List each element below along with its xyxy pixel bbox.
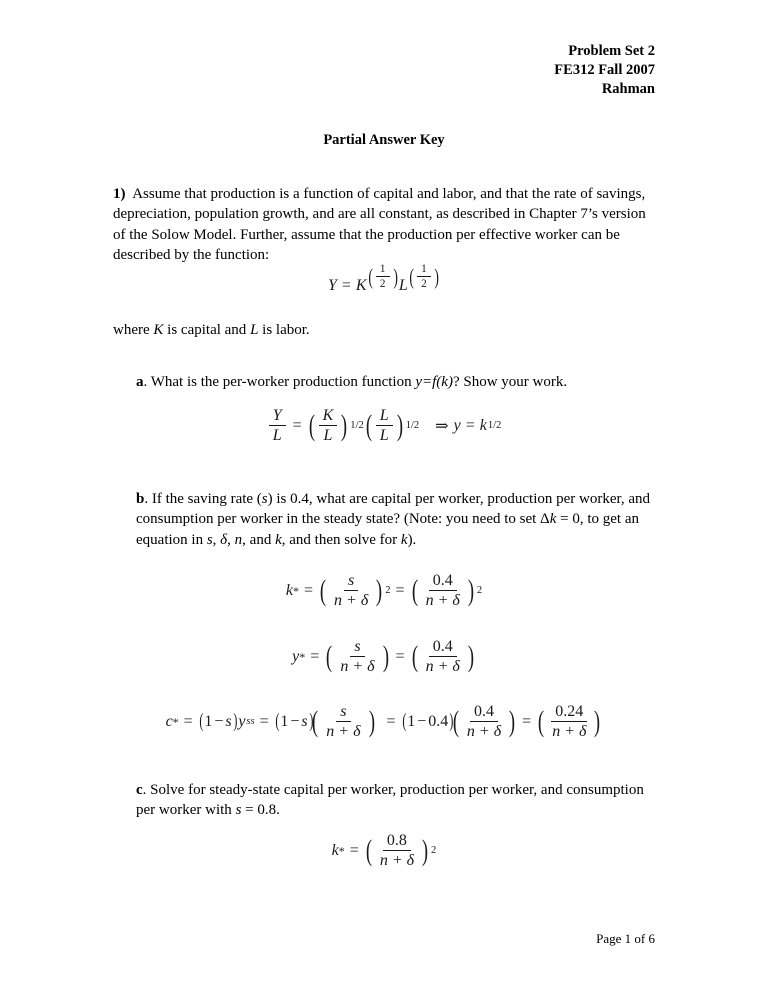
part-b-text-7: , and then solve for [281,531,401,548]
part-a-text-1: . What is the per-worker production function [143,374,416,390]
equation-base-K: K [355,276,367,294]
symbol-K: K [153,322,164,338]
part-b-text-6: , and [242,531,276,548]
numerator: L [376,407,393,426]
left-paren: ( [275,710,280,733]
fraction-K-over-L [319,407,338,445]
part-b-question [136,489,659,550]
left-paren: ( [319,574,327,608]
numerator: s [336,703,350,722]
minus-sign: − [417,712,427,730]
paren-group-L-over-L [364,407,405,445]
part-b-text-5: , [227,531,235,548]
left-paren: ( [365,409,372,443]
part-a-question [136,372,659,392]
fraction-one-half [417,263,431,290]
equals-sign: = [341,276,351,294]
minus-sign: − [214,712,224,730]
paren-group-024-over-ndelta [536,703,602,741]
fraction-04-over-n-plus-delta [422,638,464,676]
denominator: L [272,427,282,445]
part-c-symbol-s: s [235,802,242,819]
header-line-author: Rahman [601,81,655,97]
question-1-text: Assume that production is a function of capital and labor, and that the rate of savings, depreciation, population growth, and are all constant, as described in Chapter 7’s version of the Solow Model. Further, assume that the production per effective worker can be described by the function: [113,186,646,264]
paren-group [367,263,399,290]
fraction-024-over-n-plus-delta [548,703,590,741]
right-paren: ) [434,263,439,289]
equals-sign: = [465,416,475,434]
part-a-label: a [136,374,144,390]
equation-c-star-saving-04: c * = ( 1 − s ) y ss = ( 1 − s ) ( $\frac{s}{n + \delta}$ ) = ( 1 − 0.4 ) ( $\frac{0.4}{n + \delta}$ ) = ( $\frac{0.24}{n + \delta}$ ) [165,703,601,741]
fraction-Y-over-L [269,407,286,445]
equation-y-star-saving-04: y * = ( $\frac{s}{n + \delta}$ ) = ( $\frac{0.4}{n + \delta}$ ) [292,638,474,676]
equals-sign: = [304,581,314,599]
fraction-s-over-n-plus-delta [336,638,378,676]
part-a-function: y=f(k) [415,374,453,390]
part-b-text-3: = 0, to get an equation in [136,511,639,548]
left-paren: ( [365,834,372,868]
fraction-08-over-n-plus-delta [376,832,418,870]
numerator: Y [269,407,286,426]
equation-per-worker-derivation: $\frac{Y}{L}$ = ( $\frac{K}{L}$ ) 1/2 ( $\frac{L}{L}$ ) 1/2 ⇒ y = k 1/2 [113,407,655,445]
part-b-symbol-k1: k [549,511,557,528]
exponent-l-half [408,263,440,290]
part-b-label: b [136,491,145,507]
equals-sign: = [259,712,269,730]
numerator: 0.24 [551,703,587,722]
part-b-symbol-s: s [261,491,268,507]
fraction-one-half [376,263,390,290]
numerator: 1 [417,263,431,277]
question-1-intro [113,184,659,266]
paren-group-s-over-ndelta [324,638,390,676]
where-definition-line [113,320,659,340]
numerator: s [344,572,358,591]
left-paren: ( [308,409,315,443]
part-c-question [136,780,659,821]
part-a-text-2: ? Show your work. [452,374,568,390]
paren-group-one-minus-04 [401,712,455,731]
equals-sign: = [292,416,302,434]
right-paren: ) [232,710,237,733]
numerator: 0.8 [383,832,411,851]
denominator: n + δ [466,723,502,741]
numerator: 0.4 [429,638,457,657]
denominator: n + δ [340,658,375,676]
exponent-k-half [367,263,399,290]
numerator: s [350,638,364,657]
right-paren: ) [467,574,474,608]
equals-sign: = [395,581,405,599]
minus-sign: − [290,712,300,730]
part-b-text-8: ). [407,531,417,548]
equals-sign: = [310,647,320,665]
part-b-text-1: . If the saving rate ( [144,491,262,507]
right-paren: ) [421,834,429,868]
paren-group-s-over-ndelta [318,572,384,610]
header-line-course: FE312 Fall 2007 [554,62,655,78]
equals-sign: = [183,712,193,730]
paren-group-s-over-ndelta [310,703,376,741]
part-c-text-1: . Solve for steady-state capital per worker, production per worker, and consumption per worker with [136,782,644,819]
part-b-symbol-k2: k [275,531,282,548]
paren-group-04-over-ndelta [410,572,476,610]
left-paren: ( [367,263,373,289]
left-paren: ( [538,705,545,739]
equation-k-star-saving-08: k * = ( $\frac{0.8}{n + \delta}$ ) 2 [331,832,437,870]
fraction-s-over-n-plus-delta [330,572,372,610]
equation-base-L: L [398,276,408,294]
left-paren: ( [401,710,406,733]
equals-sign: = [349,841,359,859]
numerator: K [319,407,338,426]
equation-k-star-saving-04: k * = ( $\frac{s}{n + \delta}$ ) 2 = ( $\frac{0.4}{n + \delta}$ ) 2 [285,572,483,610]
value-04: 0.4 [428,712,449,730]
fraction-s-over-n-plus-delta [322,703,364,741]
right-paren: ) [308,710,313,733]
right-paren: ) [382,640,389,674]
fraction-L-over-L [376,407,393,445]
left-paren: ( [452,705,460,739]
symbol-s: s [301,712,308,730]
variable-k: k [331,841,339,859]
part-b-symbol-s2: s [206,531,213,548]
paren-group-K-over-L [307,407,350,445]
fraction-04-over-n-plus-delta [463,703,505,741]
paren-group-one-minus-s [198,712,239,731]
right-paren: ) [449,710,454,733]
paren-group [408,263,440,290]
part-b-text-4: , [212,531,221,548]
symbol-y: y [238,712,246,730]
denominator: n + δ [425,592,460,610]
right-paren: ) [594,705,601,739]
paren-group-08-over-ndelta [364,832,430,870]
numerator: 0.4 [429,572,457,591]
left-paren: ( [411,640,418,674]
page-footer: Page 1 of 6 [596,931,655,946]
paren-group-04-over-ndelta [451,703,517,741]
part-b-symbol-delta: δ [220,531,228,548]
page-title: Partial Answer Key [323,132,445,148]
header-line-problem-set: Problem Set 2 [568,43,655,59]
result-base-k: k [479,416,487,434]
where-mid: is capital and [163,322,251,338]
left-paren: ( [312,705,319,739]
equation-production-function [113,263,655,299]
result-y: y [453,416,461,434]
right-paren: ) [509,705,516,739]
equals-sign: = [395,647,405,665]
paren-group-04-over-ndelta [410,638,476,676]
left-paren: ( [411,574,418,608]
number-one: 1 [204,712,213,730]
variable-y: y [292,647,300,665]
variable-k: k [285,581,293,599]
denominator: n + δ [326,723,361,741]
numerator: 0.4 [470,703,498,722]
fraction-04-over-n-plus-delta [422,572,464,610]
equation-lhs-Y: Y [327,276,337,294]
left-paren: ( [199,710,204,733]
implies-arrow: ⇒ [435,417,449,435]
where-suffix: is labor. [258,322,310,338]
paren-group-one-minus-s [274,712,315,731]
part-b-symbol-k3: k [400,531,408,548]
part-b-symbol-n: n [234,531,243,548]
equals-sign: = [522,712,532,730]
right-paren: ) [341,409,348,443]
where-prefix: where [113,322,154,338]
part-c-label: c [136,782,143,798]
question-number: 1) [113,186,126,202]
denominator: n + δ [334,592,369,610]
symbol-s: s [225,712,232,730]
denominator: n + δ [425,658,460,676]
right-paren: ) [376,574,383,608]
denominator: n + δ [552,723,587,741]
numerator: 1 [376,263,390,277]
right-paren: ) [396,409,403,443]
part-b-text-2: ) is 0.4, what are capital per worker, production per worker, and consumption per worker in the steady state? (Note: you need to set Δ [136,491,651,528]
part-c-text-2: = 0.8. [241,802,280,819]
equals-sign: = [386,712,396,730]
denominator: L [379,427,389,445]
number-one: 1 [407,712,416,730]
right-paren: ) [392,263,398,289]
symbol-L: L [250,322,259,338]
number-one: 1 [280,712,289,730]
right-paren: ) [368,705,375,739]
denominator: L [323,427,333,445]
denominator: 2 [421,278,427,291]
left-paren: ( [409,263,414,289]
right-paren: ) [467,640,474,674]
denominator: n + δ [379,852,415,870]
document-header [113,42,655,99]
variable-c: c [165,712,173,730]
left-paren: ( [326,640,333,674]
denominator: 2 [379,278,386,291]
